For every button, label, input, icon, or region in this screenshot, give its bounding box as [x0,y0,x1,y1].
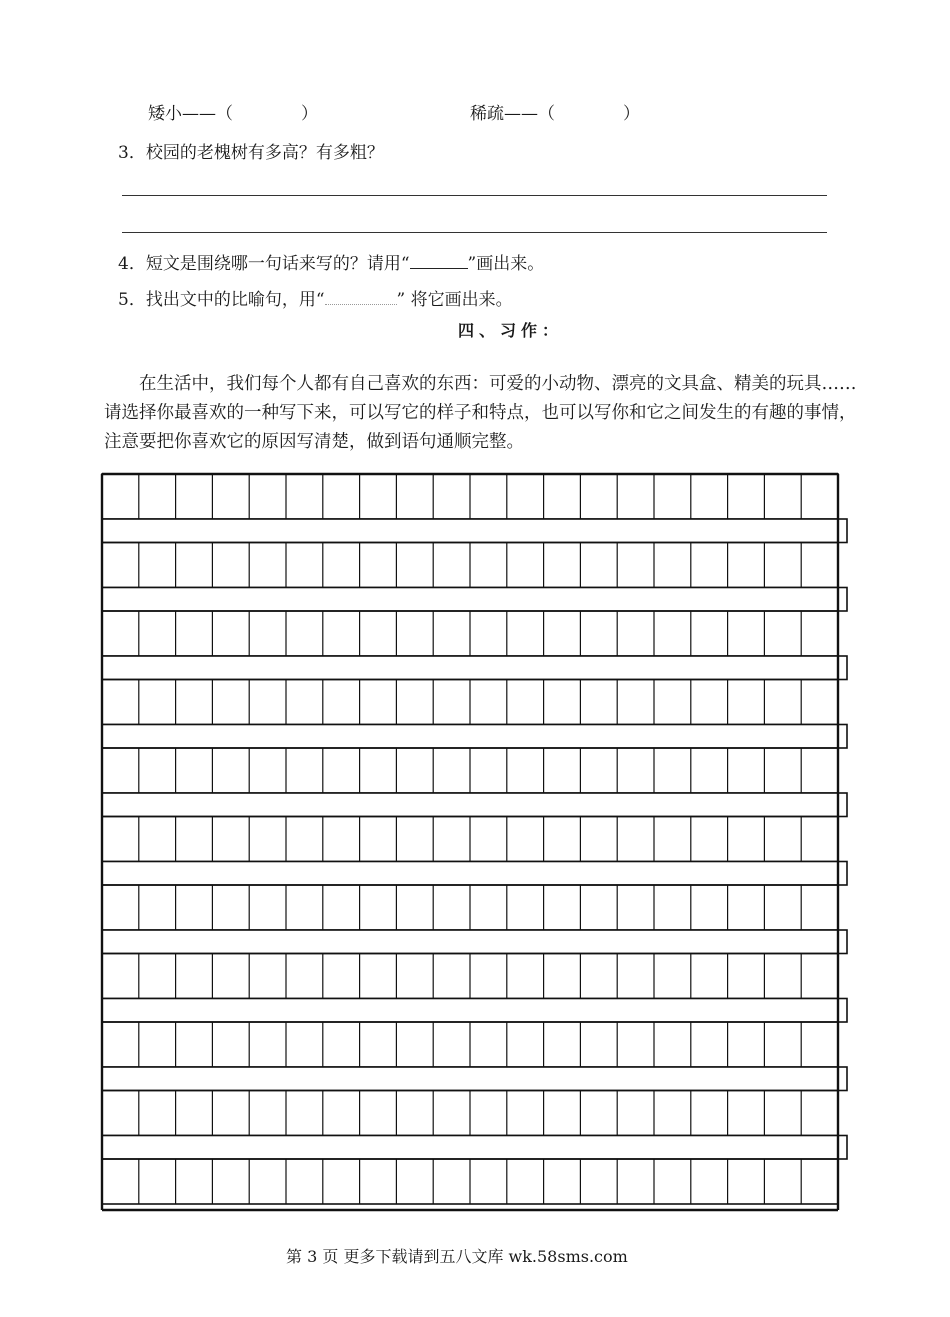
grid-row-spacer [102,725,847,749]
antonym-ai-xiao: 矮小——（ ） [148,104,318,124]
section-title: 四、习作： [458,321,564,340]
question-5-suffix: ” 将它画出来。 [396,290,513,310]
grid-row-spacer [102,1136,847,1160]
grid-row-spacer [102,588,847,612]
antonym-xi-shu: 稀疏——（ ） [470,104,640,124]
question-4-prefix: 4．短文是围绕哪一句话来写的？请用“ [118,254,410,274]
grid-row-spacer [102,862,847,886]
grid-row-spacer [102,519,847,543]
grid-row-spacer [102,1067,847,1091]
question-4-suffix: ”画出来。 [467,254,545,274]
page-footer: 第 3 页 更多下载请到五八文库 wk.58sms.com [286,1247,628,1266]
question-3: 3．校园的老槐树有多高？有多粗？ [118,143,384,163]
question-5-prefix: 5．找出文中的比喻句，用“ [118,290,325,310]
grid-row-spacer [102,930,847,954]
grid-row-spacer [102,999,847,1023]
writing-prompt-text: 在生活中，我们每个人都有自己喜欢的东西：可爱的小动物、漂亮的文具盒、精美的玩具……请选择你最喜欢的一种写下来，可以写它的样子和特点，也可以写你和它之间发生的有趣的事情，注意要把你喜欢它的原因写清楚，做到语句通顺完整。 [104,374,857,452]
grid-row-spacer [102,793,847,817]
grid-row-spacer [102,656,847,680]
